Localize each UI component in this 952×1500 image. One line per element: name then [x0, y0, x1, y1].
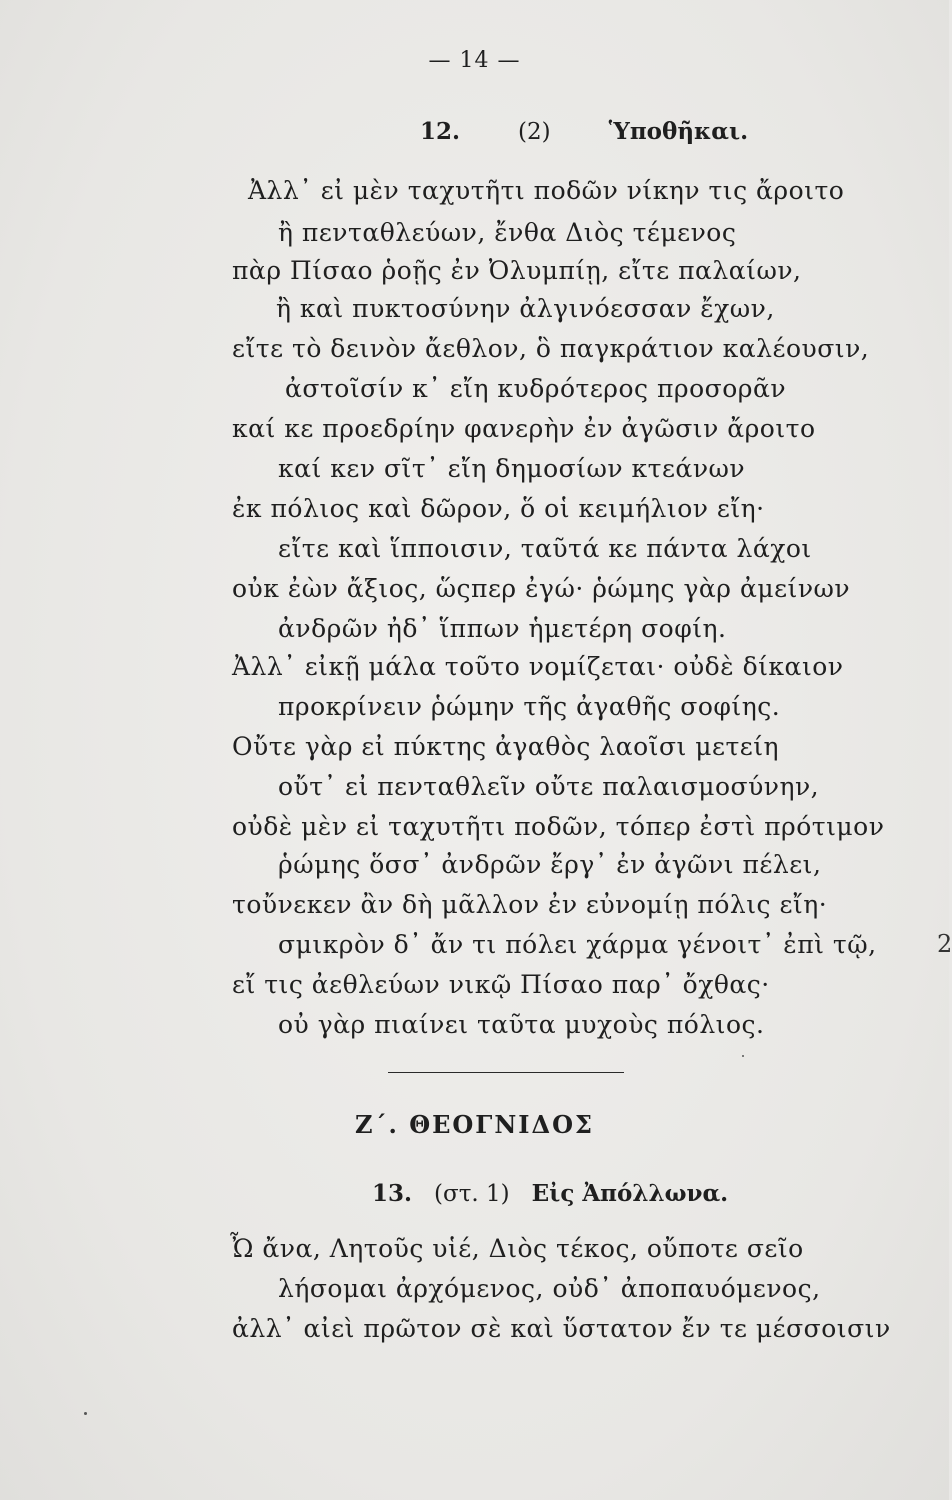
- verse-line: ἢ καὶ πυκτοσύνην ἀλγινόεσσαν ἔχων,: [276, 294, 775, 323]
- section-number: 12.: [420, 118, 461, 145]
- verse-line: ῥώμης ὅσσ᾿ ἀνδρῶν ἔργ᾿ ἐν ἀγῶνι πέλει,: [278, 850, 822, 879]
- verse-line: ἐκ πόλιος καὶ δῶρον, ὅ οἱ κειμήλιον εἴη·: [232, 494, 765, 523]
- verse-line: Οὔτε γὰρ εἰ πύκτης ἀγαθὸς λαοῖσι μετείη: [232, 732, 780, 761]
- section-13-heading: [372, 1180, 728, 1207]
- verse-line: εἴ τις ἀεθλεύων νικῷ Πίσαο παρ᾿ ὄχθας·: [232, 970, 770, 999]
- section-title: Ὑποθῆκαι.: [608, 118, 749, 145]
- verse-line: ἀστοῖσίν κ᾿ εἴη κυδρότερος προσορᾶν: [285, 374, 787, 403]
- section-subnumber: (στ. 1): [434, 1181, 510, 1207]
- verse-line: Ἀλλ᾿ εἰ μὲν ταχυτῆτι ποδῶν νίκην τις ἄροιτο: [248, 176, 845, 205]
- verse-line: εἴτε καὶ ἵπποισιν, ταῦτά κε πάντα λάχοι: [278, 534, 812, 563]
- verse-line: Ἀλλ᾿ εἰκῇ μάλα τοῦτο νομίζεται· οὐδὲ δίκαιον: [232, 652, 844, 681]
- verse-line: εἴτε τὸ δεινὸν ἄεθλον, ὃ παγκράτιον καλέουσιν,: [232, 334, 870, 363]
- section-title: Εἰς Ἀπόλλωνα.: [531, 1180, 729, 1207]
- verse-line: καί κεν σῖτ᾿ εἴη δημοσίων κτεάνων: [278, 454, 746, 483]
- page-number: — 14 —: [428, 48, 521, 73]
- verse-line: οὐδὲ μὲν εἰ ταχυτῆτι ποδῶν, τόπερ ἐστὶ πρότιμον: [232, 812, 885, 841]
- verse-line: τοὔνεκεν ἂν δὴ μᾶλλον ἐν εὐνομίῃ πόλις εἴη·: [232, 890, 828, 919]
- section-12-heading: [420, 118, 748, 145]
- section-number: 13.: [372, 1180, 413, 1207]
- verse-line: λήσομαι ἀρχόμενος, οὐδ᾿ ἀποπαυόμενος,: [278, 1274, 821, 1303]
- verse-line: καί κε προεδρίην φανερὴν ἐν ἀγῶσιν ἄροιτο: [232, 414, 816, 443]
- verse-line: προκρίνειν ῥώμην τῆς ἀγαθῆς σοφίης.: [278, 692, 781, 721]
- section-divider: [388, 1072, 624, 1073]
- section-subnumber: (2): [518, 119, 551, 145]
- verse-line: οὐκ ἐὼν ἄξιος, ὥςπερ ἐγώ· ῥώμης γὰρ ἀμείνων: [232, 574, 851, 603]
- margin-mark: 2: [937, 930, 952, 958]
- paper-speck: [84, 1412, 87, 1415]
- paper-speck: [742, 1055, 744, 1057]
- verse-line: πὰρ Πίσαο ῥοῇς ἐν Ὀλυμπίῃ, εἴτε παλαίων,: [232, 256, 802, 285]
- verse-line: σμικρὸν δ᾿ ἄν τι πόλει χάρμα γένοιτ᾿ ἐπὶ τῷ,: [278, 930, 877, 959]
- verse-line: Ὦ ἄνα, Λητοῦς υἱέ, Διὸς τέκος, οὔποτε σεῖο: [230, 1234, 804, 1263]
- verse-line: οὐ γὰρ πιαίνει ταῦτα μυχοὺς πόλιος.: [278, 1010, 765, 1039]
- verse-line: ἀλλ᾿ αἰεὶ πρῶτον σὲ καὶ ὕστατον ἔν τε μέσσοισιν: [232, 1314, 891, 1343]
- author-heading: Ζ΄. ΘΕΟΓΝΙΔΟΣ: [354, 1110, 595, 1139]
- verse-line: ἢ πενταθλεύων, ἔνθα Διὸς τέμενος: [278, 218, 737, 247]
- verse-line: οὔτ᾿ εἰ πενταθλεῖν οὔτε παλαισμοσύνην,: [278, 772, 820, 801]
- verse-line: ἀνδρῶν ἠδ᾿ ἵππων ἡμετέρη σοφίη.: [278, 614, 727, 643]
